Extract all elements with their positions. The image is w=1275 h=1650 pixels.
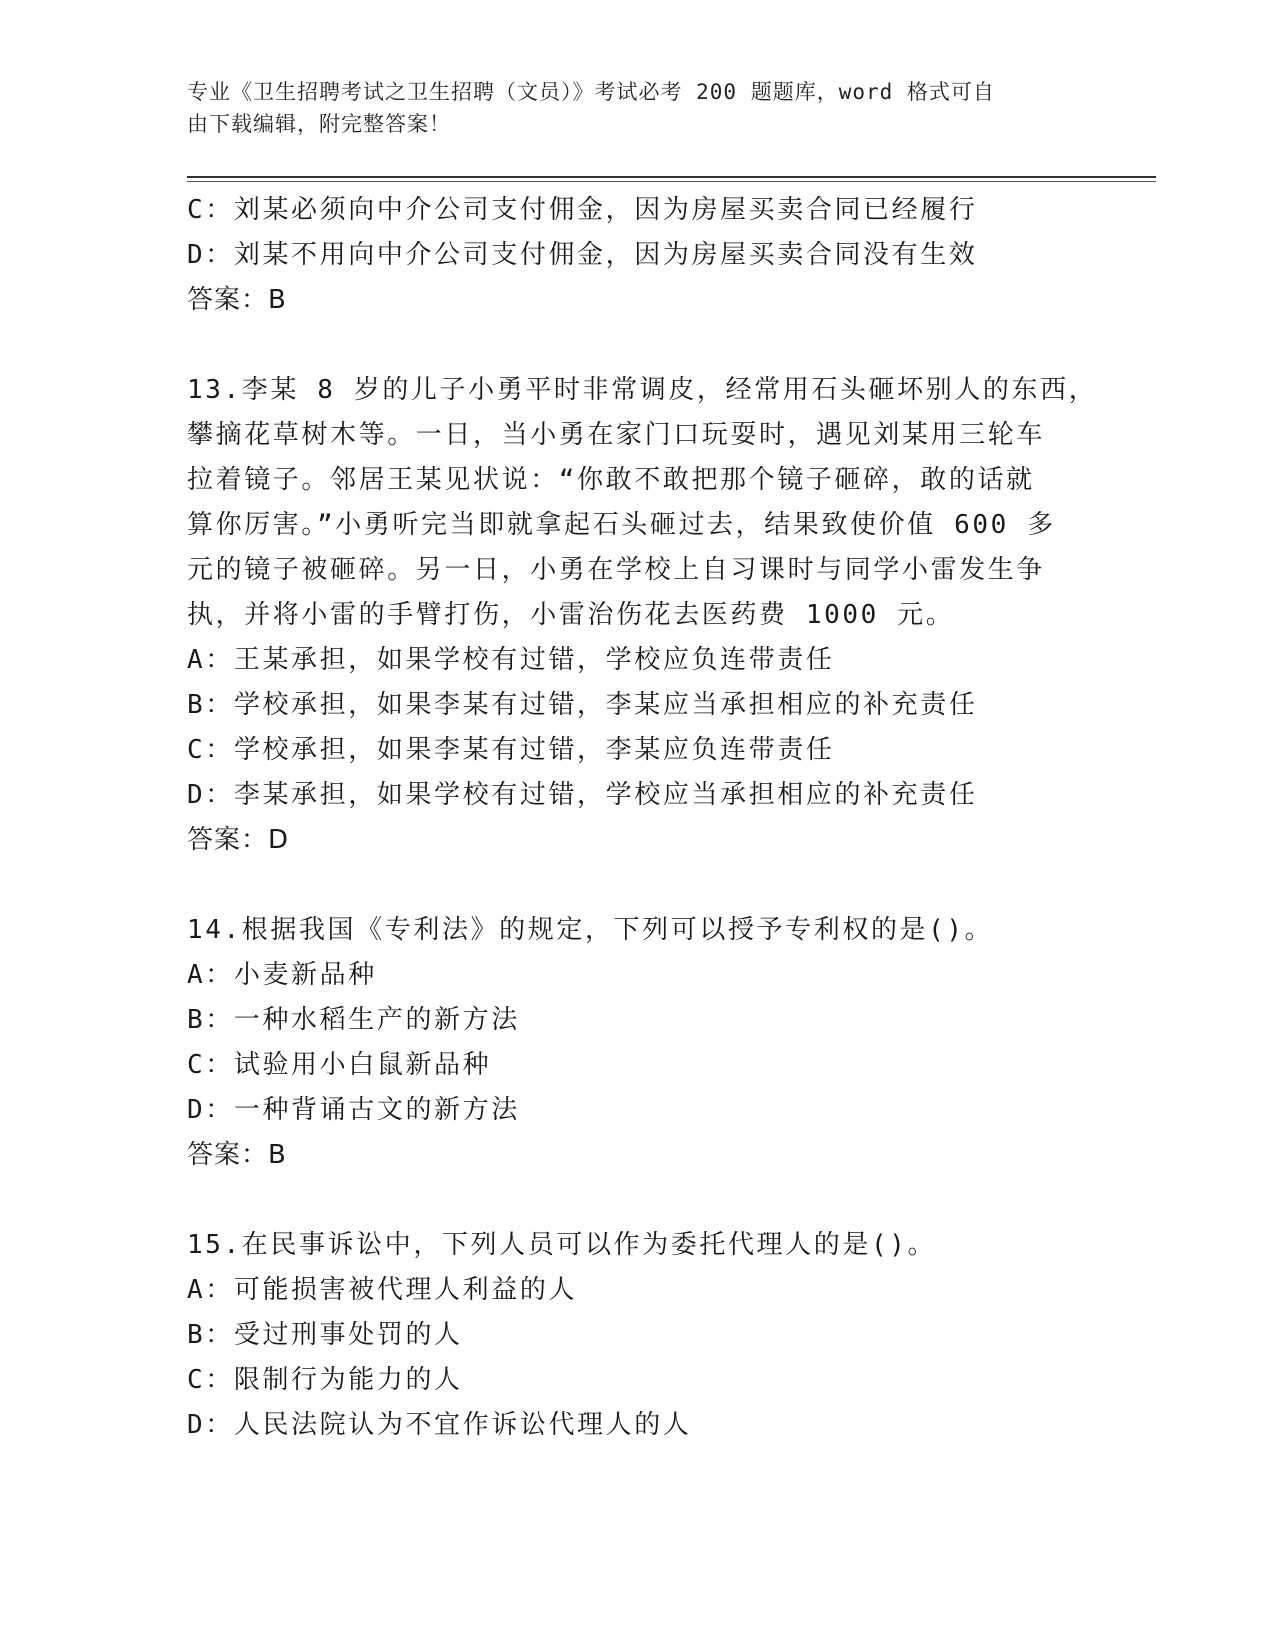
question-stem: 14.根据我国《专利法》的规定，下列可以授予专利权的是()。: [187, 915, 994, 945]
option-b: B：一种水稻生产的新方法: [187, 1005, 520, 1035]
option-b: B：学校承担，如果李某有过错，李某应当承担相应的补充责任: [187, 690, 978, 720]
answer: 答案：B: [187, 285, 287, 315]
document-header: [187, 76, 1077, 140]
option-a: A：小麦新品种: [187, 960, 377, 990]
question-14: [187, 908, 1067, 1178]
answer: 答案：B: [187, 1140, 287, 1170]
question-13: [187, 368, 1098, 863]
stem-line: 攀摘花草树木等。一日，当小勇在家门口玩耍时，遇见刘某用三轮车: [187, 420, 1046, 450]
option-c: C：限制行为能力的人: [187, 1365, 463, 1395]
option-d: D：刘某不用向中介公司支付佣金，因为房屋买卖合同没有生效: [187, 240, 978, 270]
stem-line: 13.李某 8 岁的儿子小勇平时非常调皮，经常用石头砸坏别人的东西，: [187, 375, 1098, 405]
question-stem: 15.在民事诉讼中，下列人员可以作为委托代理人的是()。: [187, 1230, 937, 1260]
header-divider-thick: [187, 176, 1156, 178]
option-c: C：刘某必须向中介公司支付佣金，因为房屋买卖合同已经履行: [187, 195, 978, 225]
option-d: D：一种背诵古文的新方法: [187, 1095, 520, 1125]
option-a: A：王某承担，如果学校有过错，学校应负连带责任: [187, 645, 835, 675]
header-divider-thin: [187, 181, 1156, 182]
option-a: A：可能损害被代理人利益的人: [187, 1275, 578, 1305]
option-d: D：人民法院认为不宜作诉讼代理人的人: [187, 1410, 692, 1440]
option-c: C：学校承担，如果李某有过错，李某应负连带责任: [187, 735, 835, 765]
option-c: C：试验用小白鼠新品种: [187, 1050, 492, 1080]
stem-line: 算你厉害。”小勇听完当即就拿起石头砸过去，结果致使价值 600 多: [187, 510, 1056, 540]
question-15: [187, 1223, 1067, 1448]
spacer: [187, 863, 1067, 908]
stem-line: 拉着镜子。邻居王某见状说：“你敢不敢把那个镜子砸碎，敢的话就: [187, 465, 1035, 495]
answer: 答案：D: [187, 825, 290, 855]
stem-line: 执，并将小雷的手臂打伤，小雷治伤花去医药费 1000 元。: [187, 600, 955, 630]
stem-line: 元的镜子被砸碎。另一日，小勇在学校上自习课时与同学小雷发生争: [187, 555, 1046, 585]
spacer: [187, 323, 1067, 368]
spacer: [187, 1178, 1067, 1223]
header-line-2: 由下载编辑，附完整答案！: [187, 112, 451, 136]
header-line-1: 专业《卫生招聘考试之卫生招聘（文员）》考试必考 200 题题库，word 格式可自: [187, 80, 995, 104]
question-stem: [187, 368, 1098, 638]
option-d: D：李某承担，如果学校有过错，学校应当承担相应的补充责任: [187, 780, 978, 810]
question-12-tail: [187, 188, 1067, 323]
question-list: [187, 188, 1098, 1448]
option-b: B：受过刑事处罚的人: [187, 1320, 463, 1350]
